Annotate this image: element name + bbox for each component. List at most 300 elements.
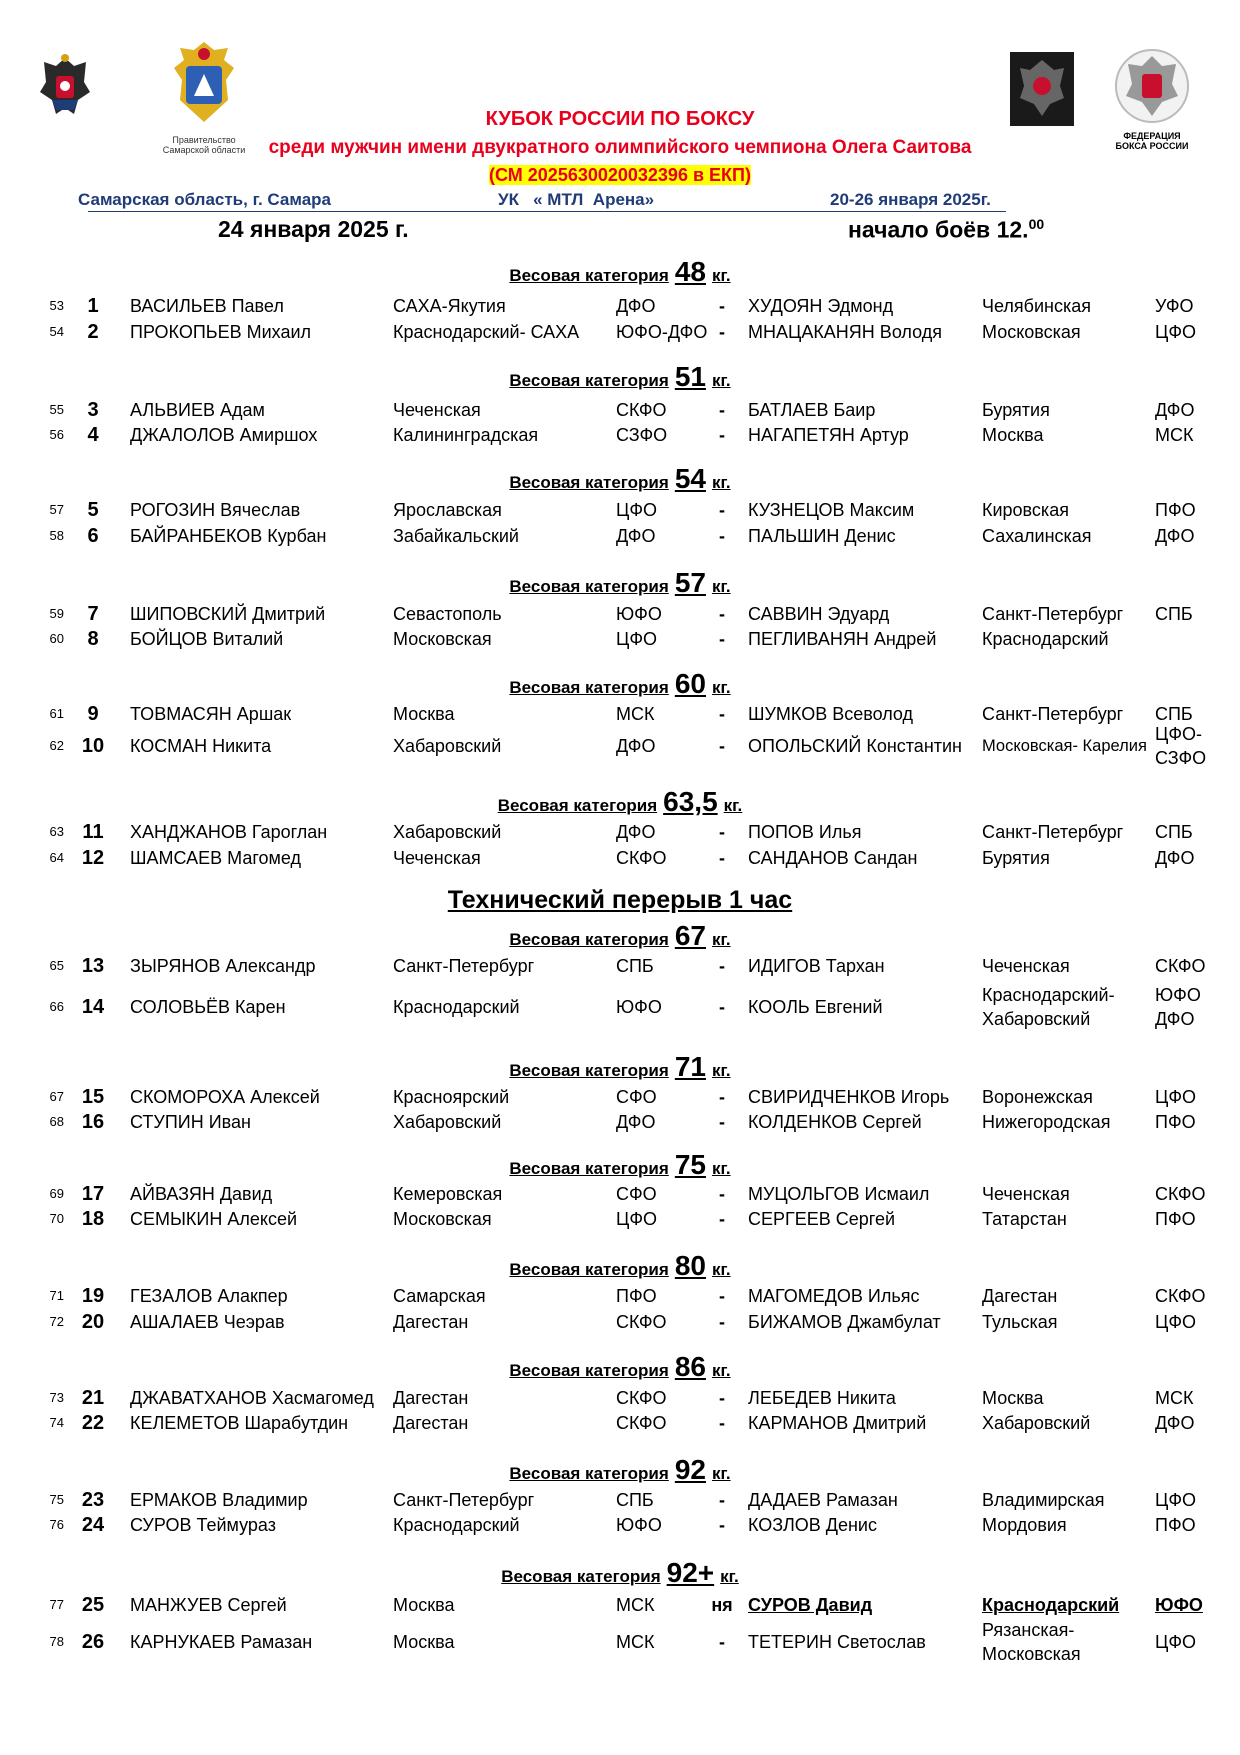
boxer-red-name: ХАНДЖАНОВ Гароглан — [130, 822, 328, 842]
boxer-blue-district: СПБ — [1155, 822, 1193, 842]
bout-seq-number: 55 — [49, 402, 64, 417]
boxer-red-region: Краснодарский — [393, 997, 520, 1017]
weight-category-header — [0, 463, 1240, 495]
boxer-red-region: САХА-Якутия — [393, 296, 506, 316]
bout-seq-number: 70 — [49, 1211, 64, 1226]
boxer-blue-name: ОПОЛЬСКИЙ Константин — [748, 736, 962, 756]
bout-seq-number: 73 — [49, 1390, 64, 1405]
weight-category-value: 63,5 — [663, 786, 718, 817]
bout-separator: - — [719, 1286, 725, 1306]
ekp-code-text: (СМ 2025630020032396 в ЕКП) — [489, 165, 751, 185]
boxer-blue-district: МСК — [1155, 425, 1194, 445]
boxer-red-name: АЙВАЗЯН Давид — [130, 1184, 273, 1204]
boxer-red-district: СКФО — [616, 400, 667, 420]
weight-category-header — [0, 1557, 1240, 1589]
bout-number: 16 — [81, 1111, 105, 1133]
weight-category-header — [0, 1454, 1240, 1486]
boxer-red-name: СЕМЫКИН Алексей — [130, 1209, 298, 1229]
boxer-blue-name: ТЕТЕРИН Светослав — [748, 1632, 926, 1652]
boxer-red-name: КОСМАН Никита — [130, 736, 272, 756]
weight-category-unit: кг. — [711, 1061, 731, 1080]
boxer-blue-district: СКФО — [1155, 1286, 1206, 1306]
bout-separator: - — [719, 1312, 725, 1332]
boxer-blue-district: СКФО — [1155, 1184, 1206, 1204]
boxer-blue-region: Санкт-Петербург — [982, 704, 1124, 724]
boxer-red-name: ВАСИЛЬЕВ Павел — [130, 296, 284, 316]
weight-category-header — [0, 668, 1240, 700]
bout-separator: - — [719, 956, 725, 976]
weight-category-value: 80 — [674, 1250, 706, 1281]
boxer-red-district: СКФО — [616, 1388, 667, 1408]
boxer-blue-name: КОЗЛОВ Денис — [748, 1515, 877, 1535]
bout-number: 9 — [87, 703, 99, 725]
bout-number: 19 — [81, 1285, 105, 1307]
boxer-blue-district: ЦФО — [1155, 1087, 1197, 1107]
technical-break: Технический перерыв 1 час — [447, 886, 793, 914]
bout-number: 7 — [87, 603, 99, 625]
bout-separator: - — [719, 629, 725, 649]
start-time — [848, 216, 1044, 244]
boxer-red-district: МСК — [616, 1632, 655, 1652]
weight-category-label: Весовая категория — [509, 371, 669, 390]
boxer-red-district: СФО — [616, 1184, 657, 1204]
boxer-blue-district: ПФО — [1155, 1209, 1196, 1229]
weight-category-label: Весовая категория — [509, 266, 669, 285]
boxer-blue-region: Санкт-Петербург — [982, 822, 1124, 842]
bout-seq-number: 69 — [49, 1186, 64, 1201]
start-time-label: начало боёв 12. — [848, 216, 1029, 243]
bout-row — [0, 1207, 1240, 1247]
boxer-blue-region: Краснодарский — [982, 629, 1109, 649]
boxer-red-name: АЛЬВИЕВ Адам — [130, 400, 265, 420]
weight-category-header — [0, 1149, 1240, 1181]
boxer-red-name: СКОМОРОХА Алексей — [130, 1087, 320, 1107]
boxer-red-name: СОЛОВЬЁВ Карен — [130, 997, 286, 1017]
boxer-blue-district: СПБ — [1155, 704, 1193, 724]
boxer-blue-district: СКФО — [1155, 956, 1206, 976]
bout-separator: - — [719, 1087, 725, 1107]
boxer-blue-name: ХУДОЯН Эдмонд — [748, 296, 894, 316]
boxer-red-region: Хабаровский — [393, 736, 502, 756]
weight-category-header — [0, 1051, 1240, 1083]
boxer-blue-region: Сахалинская — [982, 526, 1092, 546]
weight-category-label: Весовая категория — [509, 577, 669, 596]
boxer-red-region: Дагестан — [393, 1388, 469, 1408]
bout-row — [0, 846, 1240, 886]
boxer-blue-region: Бурятия — [982, 848, 1050, 868]
bout-separator: - — [719, 1490, 725, 1510]
bout-separator: - — [719, 526, 725, 546]
bout-number: 13 — [81, 955, 105, 977]
weight-category-label: Весовая категория — [509, 678, 669, 697]
bout-number: 15 — [81, 1086, 105, 1108]
weight-category-unit: кг. — [711, 1260, 731, 1279]
bout-seq-number: 64 — [49, 850, 64, 865]
boxer-blue-district: ЮФО — [1155, 1595, 1203, 1615]
weight-category-header — [0, 920, 1240, 952]
boxer-red-name: РОГОЗИН Вячеслав — [130, 500, 301, 520]
boxer-red-district: СКФО — [616, 848, 667, 868]
bout-separator: - — [719, 400, 725, 420]
weight-category-label: Весовая категория — [509, 930, 669, 949]
bout-separator: - — [719, 425, 725, 445]
weight-category-unit: кг. — [711, 473, 731, 492]
weight-category-unit: кг. — [711, 371, 731, 390]
boxer-red-region: Ярославская — [393, 500, 502, 520]
boxer-blue-name: ИДИГОВ Тархан — [748, 956, 885, 976]
bout-number: 4 — [87, 424, 99, 446]
boxer-blue-region: Рязанская- Московская — [982, 1620, 1081, 1664]
bout-seq-number: 66 — [49, 999, 64, 1014]
boxer-red-district: СКФО — [616, 1312, 667, 1332]
boxer-red-district: ЮФО — [616, 997, 662, 1017]
weight-category-value: 71 — [674, 1051, 706, 1082]
boxer-red-name: СТУПИН Иван — [130, 1112, 251, 1132]
boxer-red-district: ДФО — [616, 1112, 656, 1132]
bout-separator: - — [719, 500, 725, 520]
bout-seq-number: 77 — [49, 1597, 64, 1612]
boxer-red-region: Москва — [393, 704, 455, 724]
bout-number: 26 — [81, 1631, 105, 1653]
bout-number: 14 — [81, 996, 105, 1018]
boxer-red-region: Московская — [393, 629, 492, 649]
boxer-red-district: СПБ — [616, 956, 654, 976]
boxer-red-name: ПРОКОПЬЕВ Михаил — [130, 322, 312, 342]
weight-category-label: Весовая категория — [509, 473, 669, 492]
weight-category-unit: кг. — [711, 1361, 731, 1380]
boxer-red-region: Красноярский — [393, 1087, 510, 1107]
boxer-red-district: ПФО — [616, 1286, 657, 1306]
weight-category-unit: кг. — [711, 678, 731, 697]
bout-number: 11 — [82, 821, 104, 843]
bout-row — [0, 1110, 1240, 1150]
boxer-red-region: Севастополь — [393, 604, 502, 624]
boxer-red-region: Чеченская — [393, 848, 481, 868]
boxer-red-name: КАРНУКАЕВ Рамазан — [130, 1632, 313, 1652]
start-time-minutes: 00 — [1028, 216, 1045, 232]
bout-separator: - — [719, 704, 725, 724]
weight-category-unit: кг. — [711, 1464, 731, 1483]
boxer-blue-region: Московская- Карелия — [982, 737, 1147, 755]
bout-separator: ня — [711, 1595, 733, 1615]
weight-category-label: Весовая категория — [509, 1464, 669, 1483]
weight-category-header — [0, 1351, 1240, 1383]
boxer-blue-district: ЦФО — [1155, 322, 1197, 342]
bout-number: 3 — [87, 399, 99, 421]
weight-category-label: Весовая категория — [509, 1159, 669, 1178]
boxer-blue-name: ЛЕБЕДЕВ Никита — [748, 1388, 896, 1408]
page-subtitle: среди мужчин имени двукратного олимпийского чемпиона Олега Саитова — [268, 137, 972, 158]
boxer-blue-name: СУРОВ Давид — [748, 1595, 873, 1615]
boxer-blue-name: ДАДАЕВ Рамазан — [748, 1490, 898, 1510]
boxer-blue-name: СВИРИДЧЕНКОВ Игорь — [748, 1087, 950, 1107]
boxer-red-district: СПБ — [616, 1490, 654, 1510]
boxer-red-district: ЮФО — [616, 1515, 662, 1535]
boxer-red-name: МАНЖУЕВ Сергей — [130, 1595, 287, 1615]
bout-number: 20 — [81, 1311, 105, 1333]
bout-separator: - — [719, 1515, 725, 1535]
boxer-red-name: ШИПОВСКИЙ Дмитрий — [130, 604, 326, 624]
bout-number: 17 — [81, 1183, 105, 1205]
bout-seq-number: 61 — [49, 706, 64, 721]
weight-category-label: Весовая категория — [509, 1061, 669, 1080]
boxer-blue-name: САНДАНОВ Сандан — [748, 848, 918, 868]
bout-row — [0, 1411, 1240, 1451]
weight-category-label: Весовая категория — [509, 1260, 669, 1279]
weight-category-header — [0, 1250, 1240, 1282]
bout-separator: - — [719, 296, 725, 316]
bout-number: 8 — [87, 628, 99, 650]
bout-number: 5 — [87, 499, 99, 521]
bout-separator: - — [719, 322, 725, 342]
boxer-blue-name: СЕРГЕЕВ Сергей — [748, 1209, 896, 1229]
boxer-red-region: Москва — [393, 1632, 455, 1652]
bout-seq-number: 71 — [49, 1288, 64, 1303]
bout-seq-number: 63 — [49, 824, 64, 839]
boxer-red-name: ЕРМАКОВ Владимир — [130, 1490, 308, 1510]
weight-category-label: Весовая категория — [497, 796, 658, 815]
weight-category-value: 57 — [674, 567, 706, 598]
bout-separator: - — [719, 604, 725, 624]
weight-category-unit: кг. — [711, 266, 731, 285]
bout-seq-number: 68 — [49, 1114, 64, 1129]
boxer-red-district: ЮФО-ДФО — [616, 322, 708, 342]
page-title: КУБОК РОССИИ ПО БОКСУ — [485, 108, 755, 130]
boxer-blue-region: Нижегородская — [982, 1112, 1111, 1132]
weight-category-unit: кг. — [723, 796, 743, 815]
boxer-blue-region: Москва — [982, 1388, 1044, 1408]
weight-category-value: 48 — [674, 256, 706, 287]
boxer-blue-district: ДФО — [1155, 848, 1195, 868]
boxer-red-region: Самарская — [393, 1286, 486, 1306]
header-divider — [88, 211, 1006, 212]
boxer-red-district: ДФО — [616, 736, 656, 756]
boxer-red-region: Калининградская — [393, 425, 539, 445]
bout-row — [0, 1513, 1240, 1553]
boxer-red-region: Хабаровский — [393, 1112, 502, 1132]
boxer-blue-name: ПОПОВ Илья — [748, 822, 862, 842]
boxer-blue-name: ПАЛЬШИН Денис — [748, 526, 896, 546]
bout-number: 6 — [87, 525, 99, 547]
weight-category-unit: кг. — [711, 577, 731, 596]
bout-row — [0, 524, 1240, 564]
boxer-blue-region: Татарстан — [982, 1209, 1067, 1229]
boxer-blue-region: Чеченская — [982, 1184, 1070, 1204]
bout-seq-number: 65 — [49, 958, 64, 973]
bout-number: 21 — [81, 1387, 105, 1409]
bout-row — [0, 423, 1240, 463]
boxer-red-region: Санкт-Петербург — [393, 1490, 535, 1510]
bout-separator: - — [719, 1184, 725, 1204]
boxer-blue-district: ДФО — [1155, 526, 1195, 546]
location: Самарская область, г. Самара — [78, 190, 331, 209]
boxer-blue-district: ЦФО-СЗФО — [1155, 724, 1207, 768]
bout-seq-number: 75 — [49, 1492, 64, 1507]
boxer-red-district: ДФО — [616, 526, 656, 546]
boxer-red-district: ЦФО — [616, 1209, 658, 1229]
dates: 20-26 января 2025г. — [830, 190, 991, 209]
boxer-red-region: Чеченская — [393, 400, 481, 420]
boxer-blue-district: ЮФО ДФО — [1155, 985, 1201, 1029]
boxer-blue-district: ПФО — [1155, 1515, 1196, 1535]
boxer-blue-region: Воронежская — [982, 1087, 1093, 1107]
bout-separator: - — [719, 1112, 725, 1132]
bout-seq-number: 67 — [49, 1089, 64, 1104]
bout-separator: - — [719, 1388, 725, 1408]
boxer-blue-region: Санкт-Петербург — [982, 604, 1124, 624]
boxer-blue-region: Владимирская — [982, 1490, 1105, 1510]
boxer-blue-region: Кировская — [982, 500, 1069, 520]
boxer-red-district: МСК — [616, 704, 655, 724]
logo-caption-frb: ФЕДЕРАЦИЯ БОКСА РОССИИ — [1115, 131, 1189, 151]
boxer-red-name: АШАЛАЕВ Чеэрав — [130, 1312, 285, 1332]
boxer-red-name: ГЕЗАЛОВ Алакпер — [130, 1286, 288, 1306]
boxer-red-district: ЦФО — [616, 629, 658, 649]
boxer-blue-region: Бурятия — [982, 400, 1050, 420]
boxer-red-name: ТОВМАСЯН Аршак — [130, 704, 292, 724]
bout-number: 24 — [81, 1514, 105, 1536]
boxer-blue-district: УФО — [1155, 296, 1194, 316]
bout-separator: - — [719, 1632, 725, 1652]
boxer-red-name: ЗЫРЯНОВ Александр — [130, 956, 316, 976]
weight-category-header — [0, 786, 1240, 818]
logo-caption-samara: Правительство Самарской области — [162, 135, 246, 155]
boxer-red-district: ЦФО — [616, 500, 658, 520]
bout-separator: - — [719, 997, 725, 1017]
boxer-blue-name: НАГАПЕТЯН Артур — [748, 425, 909, 445]
weight-category-value: 92+ — [666, 1557, 715, 1588]
boxer-red-region: Хабаровский — [393, 822, 502, 842]
bout-seq-number: 60 — [49, 631, 64, 646]
weight-category-unit: кг. — [711, 1159, 731, 1178]
boxer-red-region: Москва — [393, 1595, 455, 1615]
weight-category-header — [0, 567, 1240, 599]
bout-row — [0, 985, 1240, 1035]
bout-seq-number: 54 — [49, 324, 64, 339]
bout-seq-number: 62 — [49, 738, 64, 753]
boxer-blue-name: КАРМАНОВ Дмитрий — [748, 1413, 927, 1433]
boxer-blue-district: ПФО — [1155, 1112, 1196, 1132]
boxer-red-district: ДФО — [616, 296, 656, 316]
venue: УК « МТЛ Арена» — [498, 190, 655, 209]
boxer-blue-district: ЦФО — [1155, 1632, 1197, 1652]
boxer-red-name: СУРОВ Теймураз — [130, 1515, 276, 1535]
boxer-blue-region: Тульская — [982, 1312, 1058, 1332]
boxer-blue-district: ДФО — [1155, 1413, 1195, 1433]
boxer-blue-region: Чеченская — [982, 956, 1070, 976]
boxer-red-region: Краснодарский- САХА — [393, 322, 580, 342]
bout-number: 1 — [87, 295, 99, 317]
boxer-blue-district: МСК — [1155, 1388, 1194, 1408]
boxer-blue-name: ШУМКОВ Всеволод — [748, 704, 914, 724]
boxer-red-district: СЗФО — [616, 425, 668, 445]
weight-category-label: Весовая категория — [509, 1361, 669, 1380]
boxer-blue-name: КОЛДЕНКОВ Сергей — [748, 1112, 922, 1132]
boxer-blue-region: Дагестан — [982, 1286, 1058, 1306]
weight-category-value: 86 — [674, 1351, 706, 1382]
weight-category-value: 51 — [674, 361, 706, 392]
bout-seq-number: 74 — [49, 1415, 64, 1430]
boxer-blue-region: Хабаровский — [982, 1413, 1091, 1433]
bout-number: 10 — [81, 735, 105, 757]
boxer-blue-name: МУЦОЛЬГОВ Исмаил — [748, 1184, 930, 1204]
boxer-red-district: ДФО — [616, 822, 656, 842]
boxer-blue-name: БАТЛАЕВ Баир — [748, 400, 876, 420]
boxer-red-district: МСК — [616, 1595, 655, 1615]
weight-category-value: 67 — [674, 920, 706, 951]
weight-category-value: 60 — [674, 668, 706, 699]
boxer-red-name: ДЖАВАТХАНОВ Хасмагомед — [130, 1388, 374, 1408]
bout-seq-number: 56 — [49, 427, 64, 442]
bout-row — [0, 1620, 1240, 1670]
boxer-blue-name: САВВИН Эдуард — [748, 604, 890, 624]
boxer-blue-name: БИЖАМОВ Джамбулат — [748, 1312, 941, 1332]
samara-government-logo — [158, 40, 250, 155]
boxer-red-region: Краснодарский — [393, 1515, 520, 1535]
bout-row — [0, 627, 1240, 667]
boxer-red-region: Дагестан — [393, 1413, 469, 1433]
bout-number: 25 — [81, 1594, 105, 1616]
boxer-red-district: СКФО — [616, 1413, 667, 1433]
boxer-blue-name: ПЕГЛИВАНЯН Андрей — [748, 629, 937, 649]
boxer-blue-region: Краснодарский- Хабаровский — [982, 985, 1115, 1029]
weight-category-header — [0, 361, 1240, 393]
bout-number: 22 — [81, 1412, 105, 1434]
boxer-blue-region: Московская — [982, 322, 1081, 342]
weight-category-header — [0, 256, 1240, 288]
boxer-blue-name: КООЛЬ Евгений — [748, 997, 883, 1017]
boxer-red-name: КЕЛЕМЕТОВ Шарабутдин — [130, 1413, 349, 1433]
boxer-blue-district: ЦФО — [1155, 1312, 1197, 1332]
bout-separator: - — [719, 1209, 725, 1229]
boxer-blue-name: КУЗНЕЦОВ Максим — [748, 500, 915, 520]
bout-number: 23 — [81, 1489, 105, 1511]
boxer-red-region: Санкт-Петербург — [393, 956, 535, 976]
boxer-blue-region: Мордовия — [982, 1515, 1067, 1535]
bout-number: 12 — [81, 847, 105, 869]
boxer-red-region: Забайкальский — [393, 526, 519, 546]
bout-row — [0, 724, 1240, 774]
boxer-red-district: ЮФО — [616, 604, 662, 624]
boxer-red-name: ДЖАЛОЛОВ Амиршох — [130, 425, 318, 445]
boxer-red-region: Кемеровская — [393, 1184, 503, 1204]
boxer-blue-region: Краснодарский — [982, 1595, 1120, 1615]
bout-number: 2 — [87, 321, 99, 343]
weight-category-unit: кг. — [720, 1567, 739, 1586]
boxer-blue-name: МНАЦАКАНЯН Володя — [748, 322, 943, 342]
bout-seq-number: 78 — [49, 1634, 64, 1649]
bout-seq-number: 57 — [49, 502, 64, 517]
bout-seq-number: 59 — [49, 606, 64, 621]
boxer-blue-district: ДФО — [1155, 400, 1195, 420]
weight-category-label: Весовая категория — [501, 1567, 661, 1586]
boxer-red-region: Московская — [393, 1209, 492, 1229]
boxer-red-name: БОЙЦОВ Виталий — [130, 629, 284, 649]
bout-separator: - — [719, 848, 725, 868]
bout-seq-number: 58 — [49, 528, 64, 543]
boxer-blue-district: ЦФО — [1155, 1490, 1197, 1510]
boxer-blue-district: СПБ — [1155, 604, 1193, 624]
weight-category-value: 92 — [674, 1454, 706, 1485]
day-date: 24 января 2025 г. — [218, 216, 409, 242]
boxer-red-district: СФО — [616, 1087, 657, 1107]
boxer-red-name: ШАМСАЕВ Магомед — [130, 848, 301, 868]
boxer-blue-region: Челябинская — [982, 296, 1091, 316]
boxer-red-region: Дагестан — [393, 1312, 469, 1332]
boxer-blue-name: МАГОМЕДОВ Ильяс — [748, 1286, 920, 1306]
bout-row — [0, 320, 1240, 360]
weight-category-value: 75 — [674, 1149, 706, 1180]
